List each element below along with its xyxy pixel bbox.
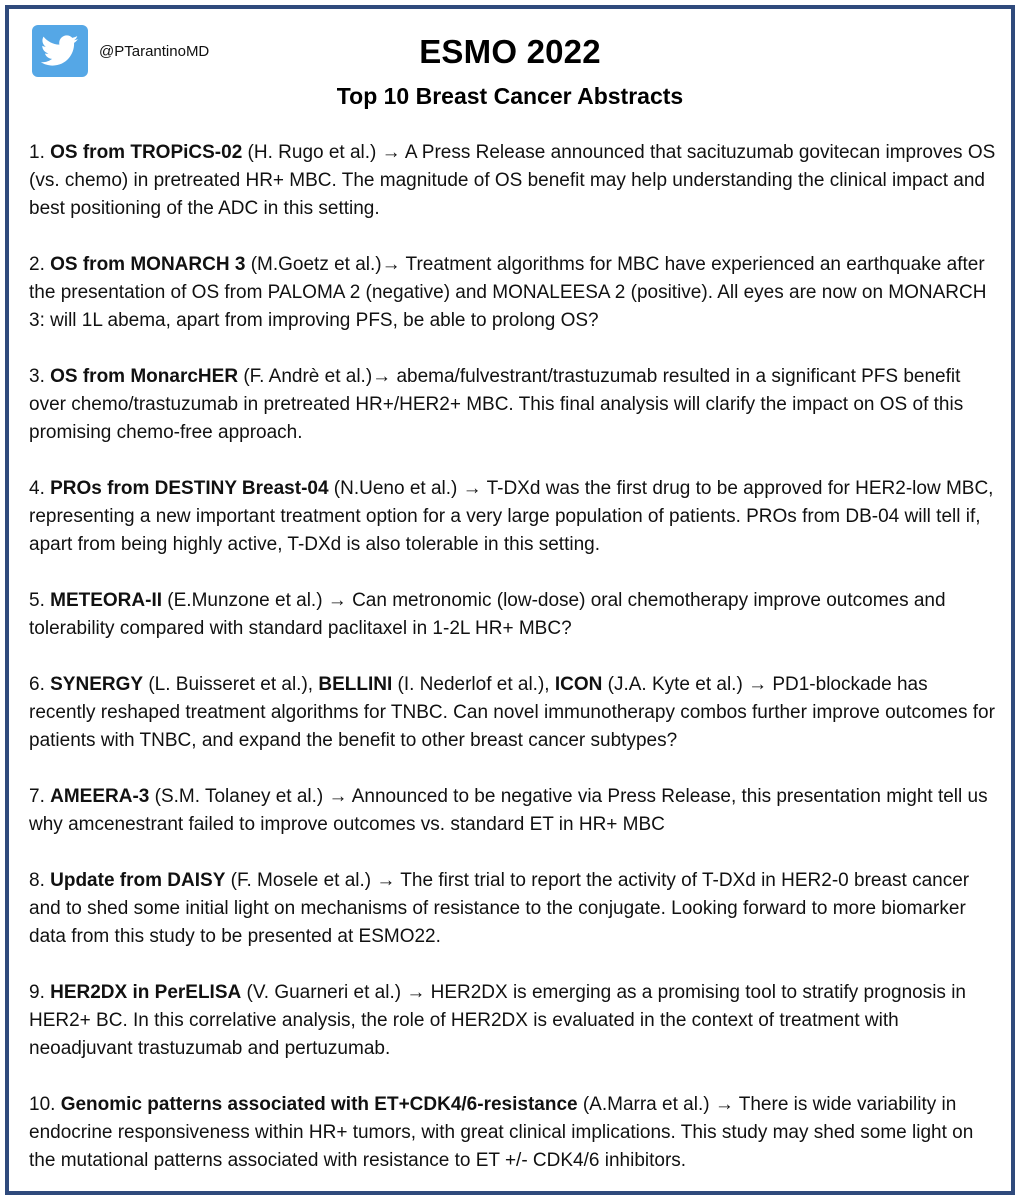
abstract-trial-name: Genomic patterns associated with ET+CDK4/6-resistance: [60, 1094, 578, 1115]
abstract-description: (A.Marra et al.) → There is wide variability in endocrine responsiveness within HR+ tumors, with great clinical implications. This study may shed some light on the mutational patterns associated with resistance to ET +/- CDK4/6 inhibitors.: [29, 1094, 974, 1171]
abstract-description: (M.Goetz et al.)→ Treatment algorithms for MBC have experienced an earthquake after the presentation of OS from PALOMA 2 (negative) and MONALEESA 2 (positive). All eyes are now on MONARCH 3: will 1L abema, apart from improving PFS, be able to prolong OS?: [29, 254, 987, 331]
abstract-item: [29, 1091, 997, 1175]
abstract-item: [29, 587, 997, 643]
abstract-description: (N.Ueno et al.) → T-DXd was the first drug to be approved for HER2-low MBC, representing a new important treatment option for a very large population of patients. PROs from DB-04 will tell if, apart from being highly active, T-DXd is also tolerable in this setting.: [29, 478, 994, 555]
abstract-trial-name: Update from DAISY: [50, 870, 226, 891]
abstract-item: [29, 783, 997, 839]
abstract-number: 2.: [29, 254, 51, 275]
abstract-description: (F. Andrè et al.)→ abema/fulvestrant/trastuzumab resulted in a significant PFS benefit over chemo/trastuzumab in pretreated HR+/HER2+ MBC. This final analysis will clarify the impact on OS of this promising chemo-free approach.: [29, 366, 964, 443]
twitter-handle: @PTarantinoMD: [99, 43, 210, 60]
abstract-description: (V. Guarneri et al.) → HER2DX is emerging as a promising tool to stratify prognosis in HER2+ BC. In this correlative analysis, the role of HER2DX is evaluated in the context of treatment with neoadjuvant trastuzumab and pertuzumab.: [29, 982, 966, 1059]
abstract-item: [29, 139, 997, 223]
abstract-number: 8.: [29, 870, 51, 891]
abstract-trial-name: SYNERGY: [50, 674, 144, 695]
abstract-description: (L. Buisseret et al.),: [143, 674, 319, 695]
abstract-trial-name: OS from MONARCH 3: [50, 254, 246, 275]
abstract-description: (E.Munzone et al.) → Can metronomic (low-dose) oral chemotherapy improve outcomes and tolerability compared with standard paclitaxel in 1-2L HR+ MBC?: [29, 590, 946, 639]
abstract-trial-name: BELLINI: [318, 674, 393, 695]
abstract-number: 6.: [29, 674, 51, 695]
abstract-item: [29, 671, 997, 755]
abstract-item: [29, 475, 997, 559]
infographic-frame: [5, 5, 1015, 1195]
abstract-item: [29, 363, 997, 447]
abstract-number: 7.: [29, 786, 51, 807]
abstract-number: 1.: [29, 142, 51, 163]
abstract-description: (S.M. Tolaney et al.) → Announced to be negative via Press Release, this presentation might tell us why amcenestrant failed to improve outcomes vs. standard ET in HR+ MBC: [29, 786, 988, 835]
abstract-trial-name: METEORA-II: [50, 590, 163, 611]
abstract-trial-name: HER2DX in PerELISA: [50, 982, 242, 1003]
abstract-number: 10.: [29, 1094, 61, 1115]
abstract-number: 3.: [29, 366, 51, 387]
abstract-description: (H. Rugo et al.) → A Press Release announced that sacituzumab govitecan improves OS (vs. chemo) in pretreated HR+ MBC. The magnitude of OS benefit may help understanding the clinical impact and best positioning of the ADC in this setting.: [29, 142, 996, 219]
abstract-description: (I. Nederlof et al.),: [392, 674, 555, 695]
abstract-trial-name: PROs from DESTINY Breast-04: [50, 478, 329, 499]
abstract-item: [29, 979, 997, 1063]
abstract-trial-name: OS from MonarcHER: [50, 366, 239, 387]
abstract-list: [29, 139, 997, 1203]
page-title: ESMO 2022: [419, 33, 601, 70]
abstract-description: (J.A. Kyte et al.) → PD1-blockade has recently reshaped treatment algorithms for TNBC. Can novel immunotherapy combos further improve outcomes for patients with TNBC, and expand the benefit to other breast cancer subtypes?: [29, 674, 995, 751]
abstract-number: 9.: [29, 982, 51, 1003]
abstract-number: 4.: [29, 478, 51, 499]
abstract-trial-name: AMEERA-3: [50, 786, 150, 807]
abstract-item: [29, 867, 997, 951]
abstract-item: [29, 251, 997, 335]
abstract-number: 5.: [29, 590, 51, 611]
abstract-description: (F. Mosele et al.) → The first trial to report the activity of T-DXd in HER2-0 breast cancer and to shed some initial light on mechanisms of resistance to the conjugate. Looking forward to more biomarker data from this study to be presented at ESMO22.: [29, 870, 970, 947]
abstract-trial-name: OS from TROPiCS-02: [50, 142, 243, 163]
page-subtitle: Top 10 Breast Cancer Abstracts: [336, 83, 684, 109]
abstract-trial-name: ICON: [554, 674, 603, 695]
